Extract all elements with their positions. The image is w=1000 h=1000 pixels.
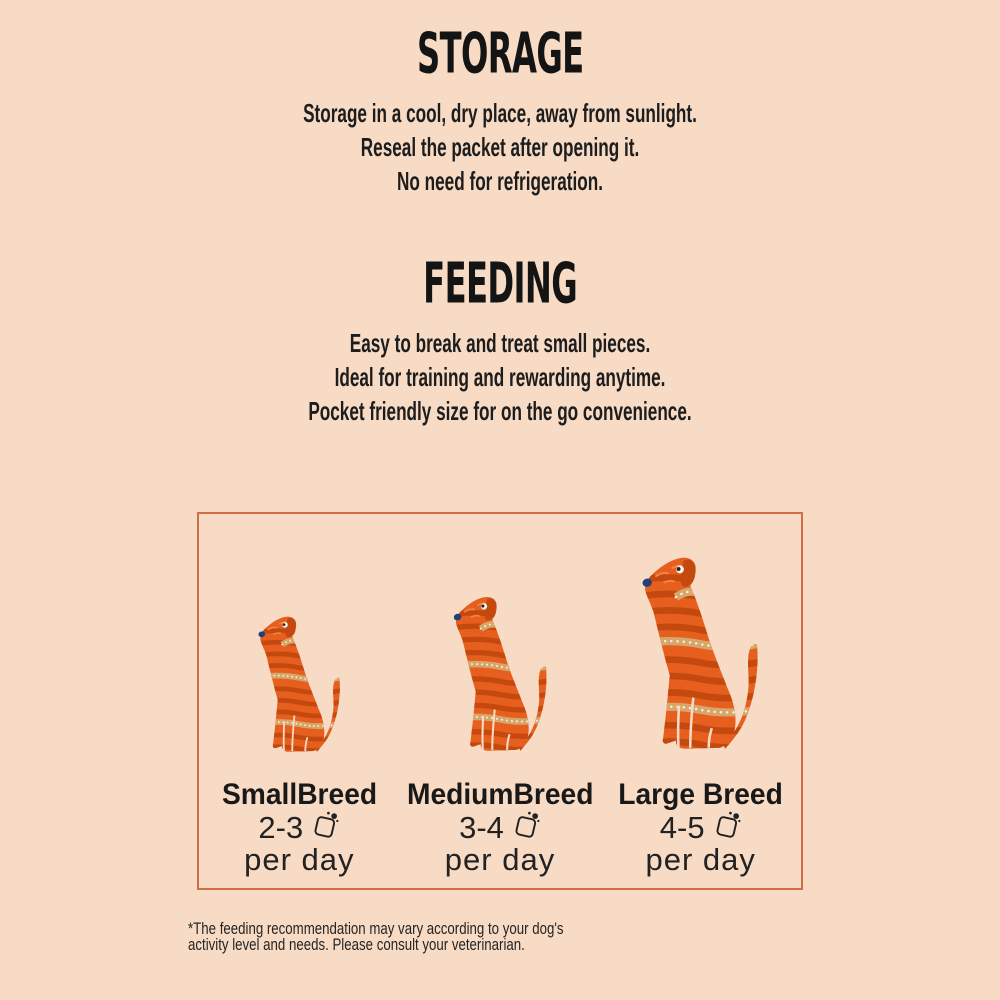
dog-illustration-small bbox=[256, 614, 343, 759]
feeding-guide-box bbox=[197, 512, 803, 890]
breed-column-small bbox=[199, 614, 400, 888]
feeding-line-3: Pocket friendly size for on the go convenience. bbox=[308, 396, 692, 426]
treat-bag-icon bbox=[511, 809, 541, 841]
feeding-text bbox=[0, 326, 1000, 428]
storage-title: STORAGE bbox=[416, 21, 584, 87]
storage-line-2: Reseal the packet after opening it. bbox=[360, 132, 640, 162]
breed-column-medium bbox=[400, 594, 601, 888]
footnote-line-1: *The feeding recommendation may vary according to your dog's bbox=[188, 919, 564, 938]
breed-name-large: Large Breed bbox=[618, 778, 783, 811]
amount-value: 2-3 bbox=[258, 810, 304, 845]
storage-text bbox=[0, 96, 1000, 198]
amount-value: 4-5 bbox=[659, 810, 705, 845]
per-day-label-large: per day bbox=[645, 842, 756, 877]
dog-illustration-medium bbox=[451, 594, 550, 759]
breed-amount-small bbox=[258, 811, 340, 844]
footnote bbox=[188, 921, 563, 952]
feeding-line-1: Easy to break and treat small pieces. bbox=[349, 328, 651, 358]
breed-amount-medium bbox=[459, 811, 541, 844]
storage-section-header bbox=[0, 21, 1000, 87]
per-day-label-small: per day bbox=[244, 842, 355, 877]
feeding-line-2: Ideal for training and rewarding anytime. bbox=[334, 362, 666, 392]
breed-name-small: SmallBreed bbox=[221, 778, 377, 811]
per-day-label-medium: per day bbox=[444, 842, 556, 877]
storage-line-1: Storage in a cool, dry place, away from sunlight. bbox=[303, 98, 697, 128]
dog-illustration-large bbox=[639, 554, 762, 759]
footnote-line-2: activity level and needs. Please consult your veterinarian. bbox=[188, 934, 525, 954]
amount-value: 3-4 bbox=[459, 810, 504, 845]
breed-amount-large bbox=[660, 811, 742, 844]
feeding-title: FEEDING bbox=[423, 251, 577, 317]
storage-line-3: No need for refrigeration. bbox=[397, 166, 603, 196]
breed-name-medium: MediumBreed bbox=[406, 778, 594, 811]
breed-column-large bbox=[600, 554, 801, 888]
feeding-section-header bbox=[0, 251, 1000, 317]
treat-bag-icon bbox=[310, 809, 340, 841]
treat-bag-icon bbox=[712, 809, 742, 841]
